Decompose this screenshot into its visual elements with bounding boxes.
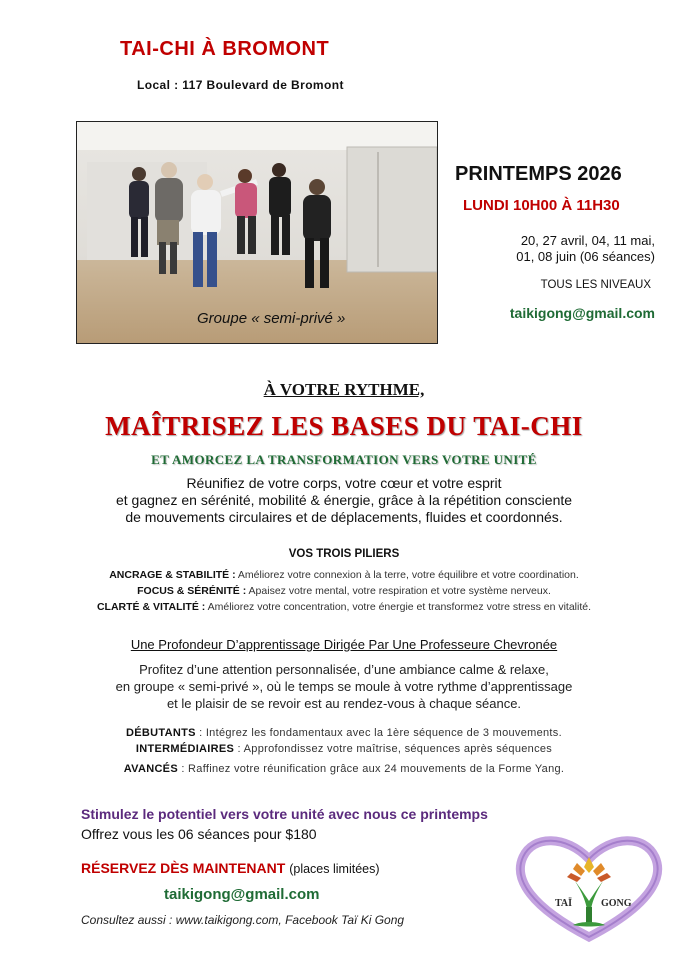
teaching-heading <box>0 637 688 652</box>
level-item <box>0 743 688 755</box>
level-label: DÉBUTANTS <box>126 727 196 739</box>
logo-heart-icon <box>511 829 667 944</box>
page-title: TAI-CHI À BROMONT <box>120 38 330 60</box>
level-item <box>0 727 688 739</box>
pillar-text: Améliorez votre connexion à la terre, votre équilibre et votre coordination. <box>235 569 579 581</box>
intro-paragraph <box>0 475 688 526</box>
season-title: PRINTEMPS 2026 <box>455 163 622 185</box>
intro-line: et gagnez en sérénité, mobilité & énergie, grâce à la répétition consciente <box>115 492 573 508</box>
schedule-time: LUNDI 10H00 À 11H30 <box>463 197 620 214</box>
logo-word-left: TAÏ <box>555 898 573 909</box>
reserve-call-to-action <box>81 860 380 876</box>
kicker-heading <box>0 380 688 400</box>
all-levels-label: TOUS LES NIVEAUX <box>540 279 651 291</box>
teaching-paragraph <box>0 661 688 712</box>
dates-line: 01, 08 juin (06 séances) <box>516 249 655 264</box>
promo-line: Stimulez le potentiel vers votre unité avec nous ce printemps <box>81 806 488 822</box>
pillar-item <box>0 585 688 597</box>
main-headline: MAÎTRISEZ LES BASES DU TAI-CHI <box>105 411 583 441</box>
session-dates <box>470 233 655 265</box>
level-text: : Intégrez les fondamentaux avec la 1ère séquence de 3 mouvements. <box>195 727 562 739</box>
intro-line: Réunifiez de votre corps, votre cœur et votre esprit <box>186 475 502 491</box>
dates-line: 20, 27 avril, 04, 11 mai, <box>520 233 655 248</box>
taikigong-logo <box>511 829 667 944</box>
kicker-text: À VOTRE RYTHME, <box>263 380 425 399</box>
teaching-line: et le plaisir de se revoir est au rendez-vous à chaque séance. <box>166 696 522 711</box>
reserve-label: RÉSERVEZ DÈS MAINTENANT <box>81 860 286 876</box>
pillars-heading: VOS TROIS PILIERS <box>288 548 400 560</box>
teaching-heading-text: Une Profondeur D’apprentissage Dirigée Par Une Professeure Chevronée <box>130 637 558 652</box>
level-label: INTERMÉDIAIRES <box>135 743 235 755</box>
teaching-line: en groupe « semi-privé », où le temps se moule à votre rythme d’apprentissage <box>115 679 573 694</box>
level-label: AVANCÉS <box>123 763 178 775</box>
sub-headline: ET AMORCEZ LA TRANSFORMATION VERS VOTRE UNITÉ <box>151 452 537 467</box>
photo-caption: Groupe « semi-privé » <box>197 310 346 327</box>
pillar-item <box>0 601 688 613</box>
logo-word-right: GONG <box>601 898 632 909</box>
pillar-label: ANCRAGE & STABILITÉ : <box>109 569 236 581</box>
footer-email-link[interactable]: taikigong@gmail.com <box>164 886 320 903</box>
contact-email-link[interactable]: taikigong@gmail.com <box>509 305 655 321</box>
teaching-line: Profitez d’une attention personnalisée, d’une ambiance calme & relaxe, <box>139 662 549 677</box>
price-line: Offrez vous les 06 séances pour $180 <box>81 826 317 842</box>
pillar-label: CLARTÉ & VITALITÉ : <box>96 601 206 613</box>
places-note: (places limitées) <box>289 862 380 876</box>
pillar-label: FOCUS & SÉRÉNITÉ : <box>137 585 247 597</box>
website-links: Consultez aussi : www.taikigong.com, Facebook Taï Ki Gong <box>81 913 405 927</box>
location-address: Local : 117 Boulevard de Bromont <box>137 78 344 92</box>
intro-line: de mouvements circulaires et de déplacements, fluides et coordonnés. <box>125 509 563 525</box>
pillar-item <box>0 569 688 581</box>
pillar-text: Améliorez votre concentration, votre énergie et transformez votre stress en vitalité. <box>205 601 592 613</box>
pillar-text: Apaisez votre mental, votre respiration et votre système nerveux. <box>246 585 551 597</box>
level-text: : Approfondissez votre maîtrise, séquences après séquences <box>234 743 553 755</box>
level-item <box>0 763 688 775</box>
level-text: : Raffinez votre réunification grâce aux 24 mouvements de la Forme Yang. <box>177 763 565 775</box>
